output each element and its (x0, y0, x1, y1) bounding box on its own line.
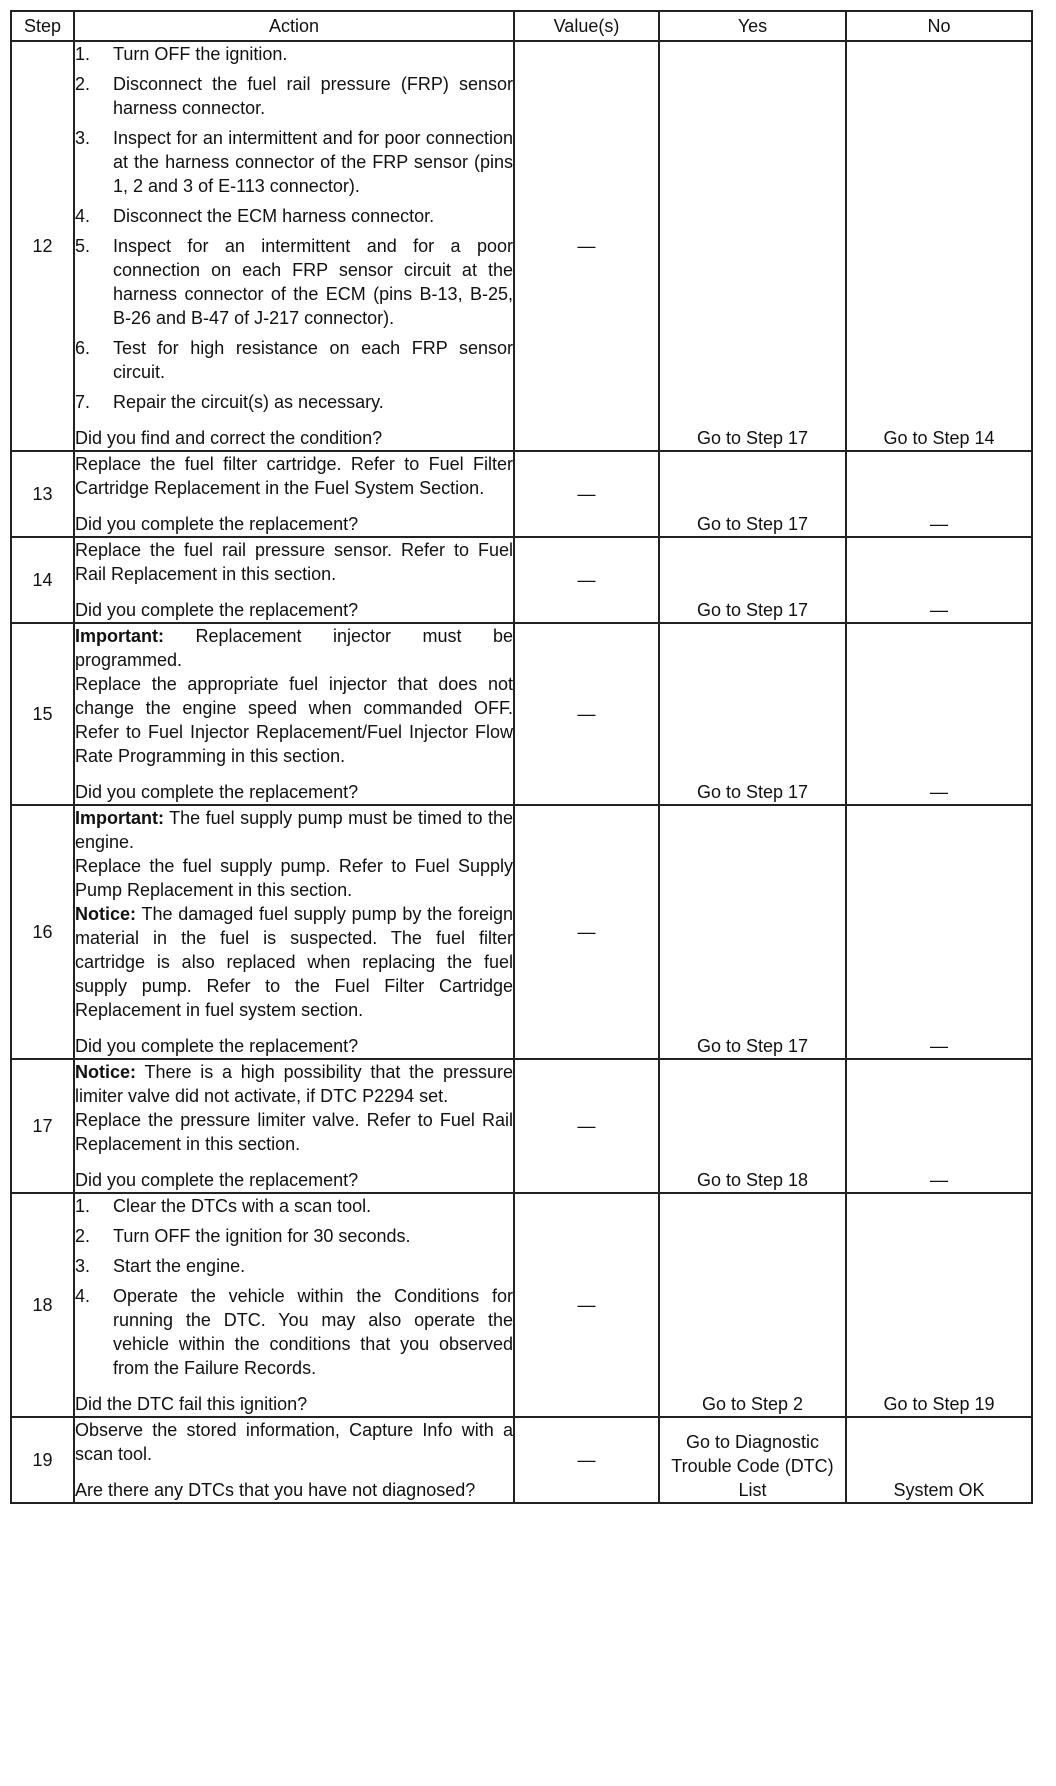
action-paragraph (75, 854, 513, 902)
item-number: 2. (75, 1226, 91, 1246)
values-cell: — (514, 623, 659, 805)
item-text: Repair the circuit(s) as necessary. (113, 392, 384, 412)
item-text: Start the engine. (113, 1256, 246, 1276)
step-number: 19 (11, 1417, 74, 1503)
no-result: — (846, 451, 1032, 537)
action-paragraph (75, 624, 513, 672)
action-paragraph (75, 902, 513, 1022)
yes-result: Go to Diagnostic Trouble Code (DTC) List (659, 1417, 846, 1503)
table-row (11, 1417, 1032, 1503)
header-values: Value(s) (514, 11, 659, 41)
header-action: Action (74, 11, 514, 41)
table-row (11, 805, 1032, 1059)
item-number: 1. (75, 44, 91, 64)
table-row (11, 537, 1032, 623)
action-cell (74, 1417, 514, 1503)
header-step: Step (11, 11, 74, 41)
action-cell (74, 805, 514, 1059)
no-result: — (846, 623, 1032, 805)
action-cell (74, 623, 514, 805)
step-number: 15 (11, 623, 74, 805)
no-result: — (846, 1059, 1032, 1193)
diagnostic-table (10, 10, 1033, 1504)
paragraph-text: Replace the fuel supply pump. Refer to Fuel Supply Pump Replacement in this section. (75, 856, 513, 900)
page (10, 10, 1031, 1504)
paragraph-text: Replace the pressure limiter valve. Refer to Fuel Rail Replacement in this section. (75, 1110, 513, 1154)
item-text: Inspect for an intermittent and for a poor connection on each FRP sensor circuit at the harness connector of the ECM (pins B-13, B-25, B-26 and B-47 of J-217 connector). (113, 236, 513, 328)
item-number: 5. (75, 236, 91, 256)
action-question: Did you complete the replacement? (75, 1170, 359, 1190)
item-text: Disconnect the fuel rail pressure (FRP) sensor harness connector. (113, 74, 513, 118)
item-text: Turn OFF the ignition for 30 seconds. (113, 1226, 411, 1246)
paragraph-text: There is a high possibility that the pressure limiter valve did not activate, if DTC P2294 set. (75, 1062, 513, 1106)
item-text: Clear the DTCs with a scan tool. (113, 1196, 372, 1216)
action-question: Did you find and correct the condition? (75, 428, 383, 448)
yes-result: Go to Step 17 (659, 451, 846, 537)
step-number: 14 (11, 537, 74, 623)
list-item (75, 1224, 513, 1248)
item-number: 4. (75, 206, 91, 226)
table-row (11, 623, 1032, 805)
item-number: 4. (75, 1286, 91, 1306)
action-paragraph (75, 806, 513, 854)
action-question: Did the DTC fail this ignition? (75, 1394, 308, 1414)
step-number: 16 (11, 805, 74, 1059)
table-row (11, 1193, 1032, 1417)
header-no: No (846, 11, 1032, 41)
header-row (11, 11, 1032, 41)
step-number: 18 (11, 1193, 74, 1417)
action-cell (74, 1193, 514, 1417)
numbered-list (75, 1194, 513, 1380)
action-paragraph (75, 1418, 513, 1466)
item-number: 2. (75, 74, 91, 94)
list-item (75, 42, 513, 66)
action-paragraph (75, 1060, 513, 1108)
paragraph-text: Observe the stored information, Capture Info with a scan tool. (75, 1420, 513, 1464)
item-number: 6. (75, 338, 91, 358)
action-cell (74, 1059, 514, 1193)
action-paragraph (75, 1108, 513, 1156)
paragraph-text: Replace the fuel rail pressure sensor. Refer to Fuel Rail Replacement in this section. (75, 540, 513, 584)
no-result: Go to Step 14 (846, 41, 1032, 451)
no-result: System OK (846, 1417, 1032, 1503)
action-cell (74, 537, 514, 623)
action-cell (74, 41, 514, 451)
list-item (75, 1284, 513, 1380)
list-item (75, 1194, 513, 1218)
paragraph-text: Replacement injector must be programmed. (75, 626, 513, 670)
step-number: 13 (11, 451, 74, 537)
paragraph-text: The damaged fuel supply pump by the foreign material in the fuel is suspected. The fuel filter cartridge is also replaced when replacing the fuel supply pump. Refer to the Fuel Filter Cartridge Replacement in fuel system section. (75, 904, 513, 1020)
list-item (75, 204, 513, 228)
values-cell: — (514, 1059, 659, 1193)
table-row (11, 41, 1032, 451)
list-item (75, 234, 513, 330)
emphasis-label: Notice: (75, 904, 137, 924)
yes-result: Go to Step 17 (659, 623, 846, 805)
list-item (75, 1254, 513, 1278)
action-question: Did you complete the replacement? (75, 600, 359, 620)
paragraph-text: Replace the fuel filter cartridge. Refer to Fuel Filter Cartridge Replacement in the Fuel System Section. (75, 454, 513, 498)
yes-result: Go to Step 17 (659, 41, 846, 451)
yes-result: Go to Step 2 (659, 1193, 846, 1417)
values-cell: — (514, 1417, 659, 1503)
action-paragraph (75, 538, 513, 586)
values-cell: — (514, 537, 659, 623)
emphasis-label: Important: (75, 626, 164, 646)
item-text: Inspect for an intermittent and for poor connection at the harness connector of the FRP sensor (pins 1, 2 and 3 of E-113 connector). (113, 128, 513, 196)
action-paragraph (75, 672, 513, 768)
header-yes: Yes (659, 11, 846, 41)
action-question: Are there any DTCs that you have not diagnosed? (75, 1480, 476, 1500)
item-number: 3. (75, 1256, 91, 1276)
table-row (11, 451, 1032, 537)
action-question: Did you complete the replacement? (75, 1036, 359, 1056)
yes-result: Go to Step 17 (659, 805, 846, 1059)
item-number: 7. (75, 392, 91, 412)
action-cell (74, 451, 514, 537)
no-result: — (846, 805, 1032, 1059)
item-text: Disconnect the ECM harness connector. (113, 206, 435, 226)
step-number: 17 (11, 1059, 74, 1193)
list-item (75, 336, 513, 384)
list-item (75, 126, 513, 198)
item-number: 3. (75, 128, 91, 148)
no-result: — (846, 537, 1032, 623)
paragraph-text: Replace the appropriate fuel injector that does not change the engine speed when commanded OFF. Refer to Fuel Injector Replacement/Fuel Injector Flow Rate Programming in this section. (75, 674, 513, 766)
values-cell: — (514, 1193, 659, 1417)
values-cell: — (514, 41, 659, 451)
list-item (75, 390, 513, 414)
values-cell: — (514, 805, 659, 1059)
values-cell: — (514, 451, 659, 537)
emphasis-label: Important: (75, 808, 164, 828)
emphasis-label: Notice: (75, 1062, 137, 1082)
yes-result: Go to Step 17 (659, 537, 846, 623)
numbered-list (75, 42, 513, 414)
table-row (11, 1059, 1032, 1193)
item-text: Test for high resistance on each FRP sensor circuit. (113, 338, 513, 382)
step-number: 12 (11, 41, 74, 451)
action-question: Did you complete the replacement? (75, 514, 359, 534)
action-question: Did you complete the replacement? (75, 782, 359, 802)
no-result: Go to Step 19 (846, 1193, 1032, 1417)
item-text: Turn OFF the ignition. (113, 44, 288, 64)
item-text: Operate the vehicle within the Conditions for running the DTC. You may also operate the vehicle within the conditions that you observed from the Failure Records. (113, 1286, 513, 1378)
yes-result: Go to Step 18 (659, 1059, 846, 1193)
action-paragraph (75, 452, 513, 500)
list-item (75, 72, 513, 120)
item-number: 1. (75, 1196, 91, 1216)
paragraph-text: The fuel supply pump must be timed to the engine. (75, 808, 513, 852)
